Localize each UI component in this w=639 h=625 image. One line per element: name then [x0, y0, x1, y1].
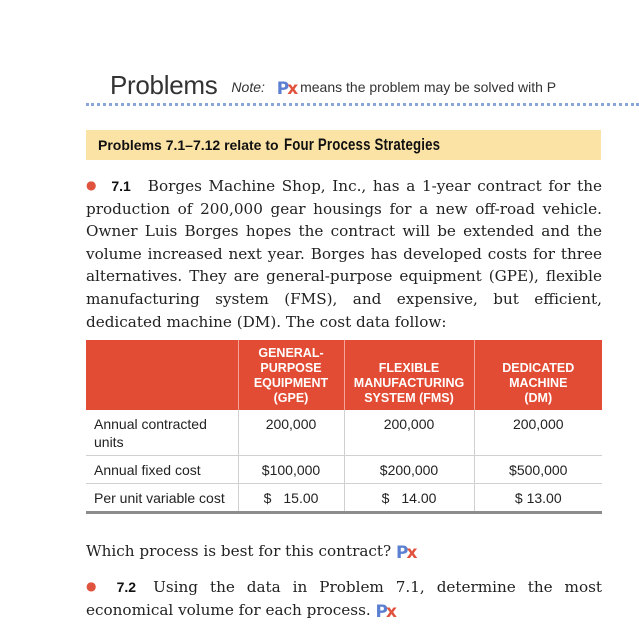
table-cell: [344, 484, 474, 513]
problem-text: Using the data in Problem 7.1, determine the most economical volume for each process.: [86, 578, 602, 619]
column-header-line: MACHINE: [509, 376, 568, 390]
table-row: [86, 484, 602, 513]
row-label: Annual contracted units: [86, 410, 238, 456]
currency-symbol: $: [263, 490, 272, 506]
column-header-line: GENERAL-: [258, 346, 324, 360]
cell-amount: 15.00: [283, 490, 319, 506]
column-header-line: DEDICATED: [502, 361, 575, 375]
section-topic: Four Process Strategies: [283, 135, 440, 154]
column-header: [474, 340, 602, 410]
problem-number: 7.1: [111, 178, 131, 194]
bullet-icon: ●: [86, 178, 99, 192]
cell-amount: $500,000: [509, 462, 568, 478]
column-header-line: (GPE): [273, 391, 309, 405]
row-label: Per unit variable cost: [86, 484, 238, 513]
table-row: [86, 456, 602, 484]
section-lead: Problems 7.1–7.12 relate to: [98, 137, 279, 153]
column-header: [344, 340, 474, 410]
px-logo-icon: Px: [276, 79, 297, 99]
problem-7-2: [86, 575, 602, 621]
cell-amount: 14.00: [401, 490, 437, 506]
column-header-line: (DM): [524, 391, 553, 405]
table-cell: [474, 410, 602, 456]
table-cell: [238, 484, 344, 513]
header-note: [231, 79, 556, 98]
column-header-line: PURPOSE: [260, 361, 322, 375]
cell-amount: 200,000: [265, 416, 317, 432]
problem-text: Borges Machine Shop, Inc., has a 1-year contract for the production of 200,000 gear housings for a new off-road vehicle. Owner Luis Borges hopes the contract will be extended and the volume increased next year. Borges has developed costs for three alternatives. They are general-purpose equipment (GPE), flexible manufacturing system (FMS), and expensive, but efficient, dedicated machine (DM). The cost data follow:: [86, 177, 602, 331]
cell-amount: 200,000: [383, 416, 435, 432]
problem-7-1: [86, 174, 602, 333]
bullet-icon: ●: [86, 579, 104, 593]
table-cell: [344, 456, 474, 484]
question-line: [86, 540, 602, 563]
question-text: Which process is best for this contract?: [86, 542, 392, 560]
table-header-row: [86, 340, 602, 410]
px-logo-icon: Px: [395, 543, 416, 563]
table-row: [86, 410, 602, 456]
section-banner: [86, 130, 601, 160]
page-title: Problems: [110, 70, 218, 100]
column-header-line: SYSTEM (FMS): [364, 391, 454, 405]
column-header-line: EQUIPMENT: [253, 376, 329, 390]
table-cell: [238, 456, 344, 484]
table-cell: [474, 456, 602, 484]
problem-number: 7.2: [116, 579, 137, 595]
row-label: Annual fixed cost: [86, 456, 238, 484]
table-cell: [344, 410, 474, 456]
table-cell: [238, 410, 344, 456]
problems-header: [110, 70, 639, 101]
px-logo-icon: Px: [375, 601, 395, 622]
column-header-line: FLEXIBLE: [378, 361, 440, 375]
column-header-line: MANUFACTURING: [353, 376, 465, 390]
dotted-divider: [86, 103, 639, 106]
cell-amount: $200,000: [379, 462, 439, 478]
cell-amount: $100,000: [261, 462, 321, 478]
table-cell: [474, 484, 602, 513]
note-label: Note:: [231, 79, 265, 95]
column-header: [86, 340, 238, 410]
table-body: [86, 410, 602, 513]
cell-amount: 200,000: [512, 416, 564, 432]
cost-table: [86, 340, 602, 514]
note-text: means the problem may be solved with P: [300, 79, 557, 95]
column-header: [238, 340, 344, 410]
currency-symbol: $: [381, 490, 390, 506]
cell-amount: $ 13.00: [514, 490, 562, 506]
